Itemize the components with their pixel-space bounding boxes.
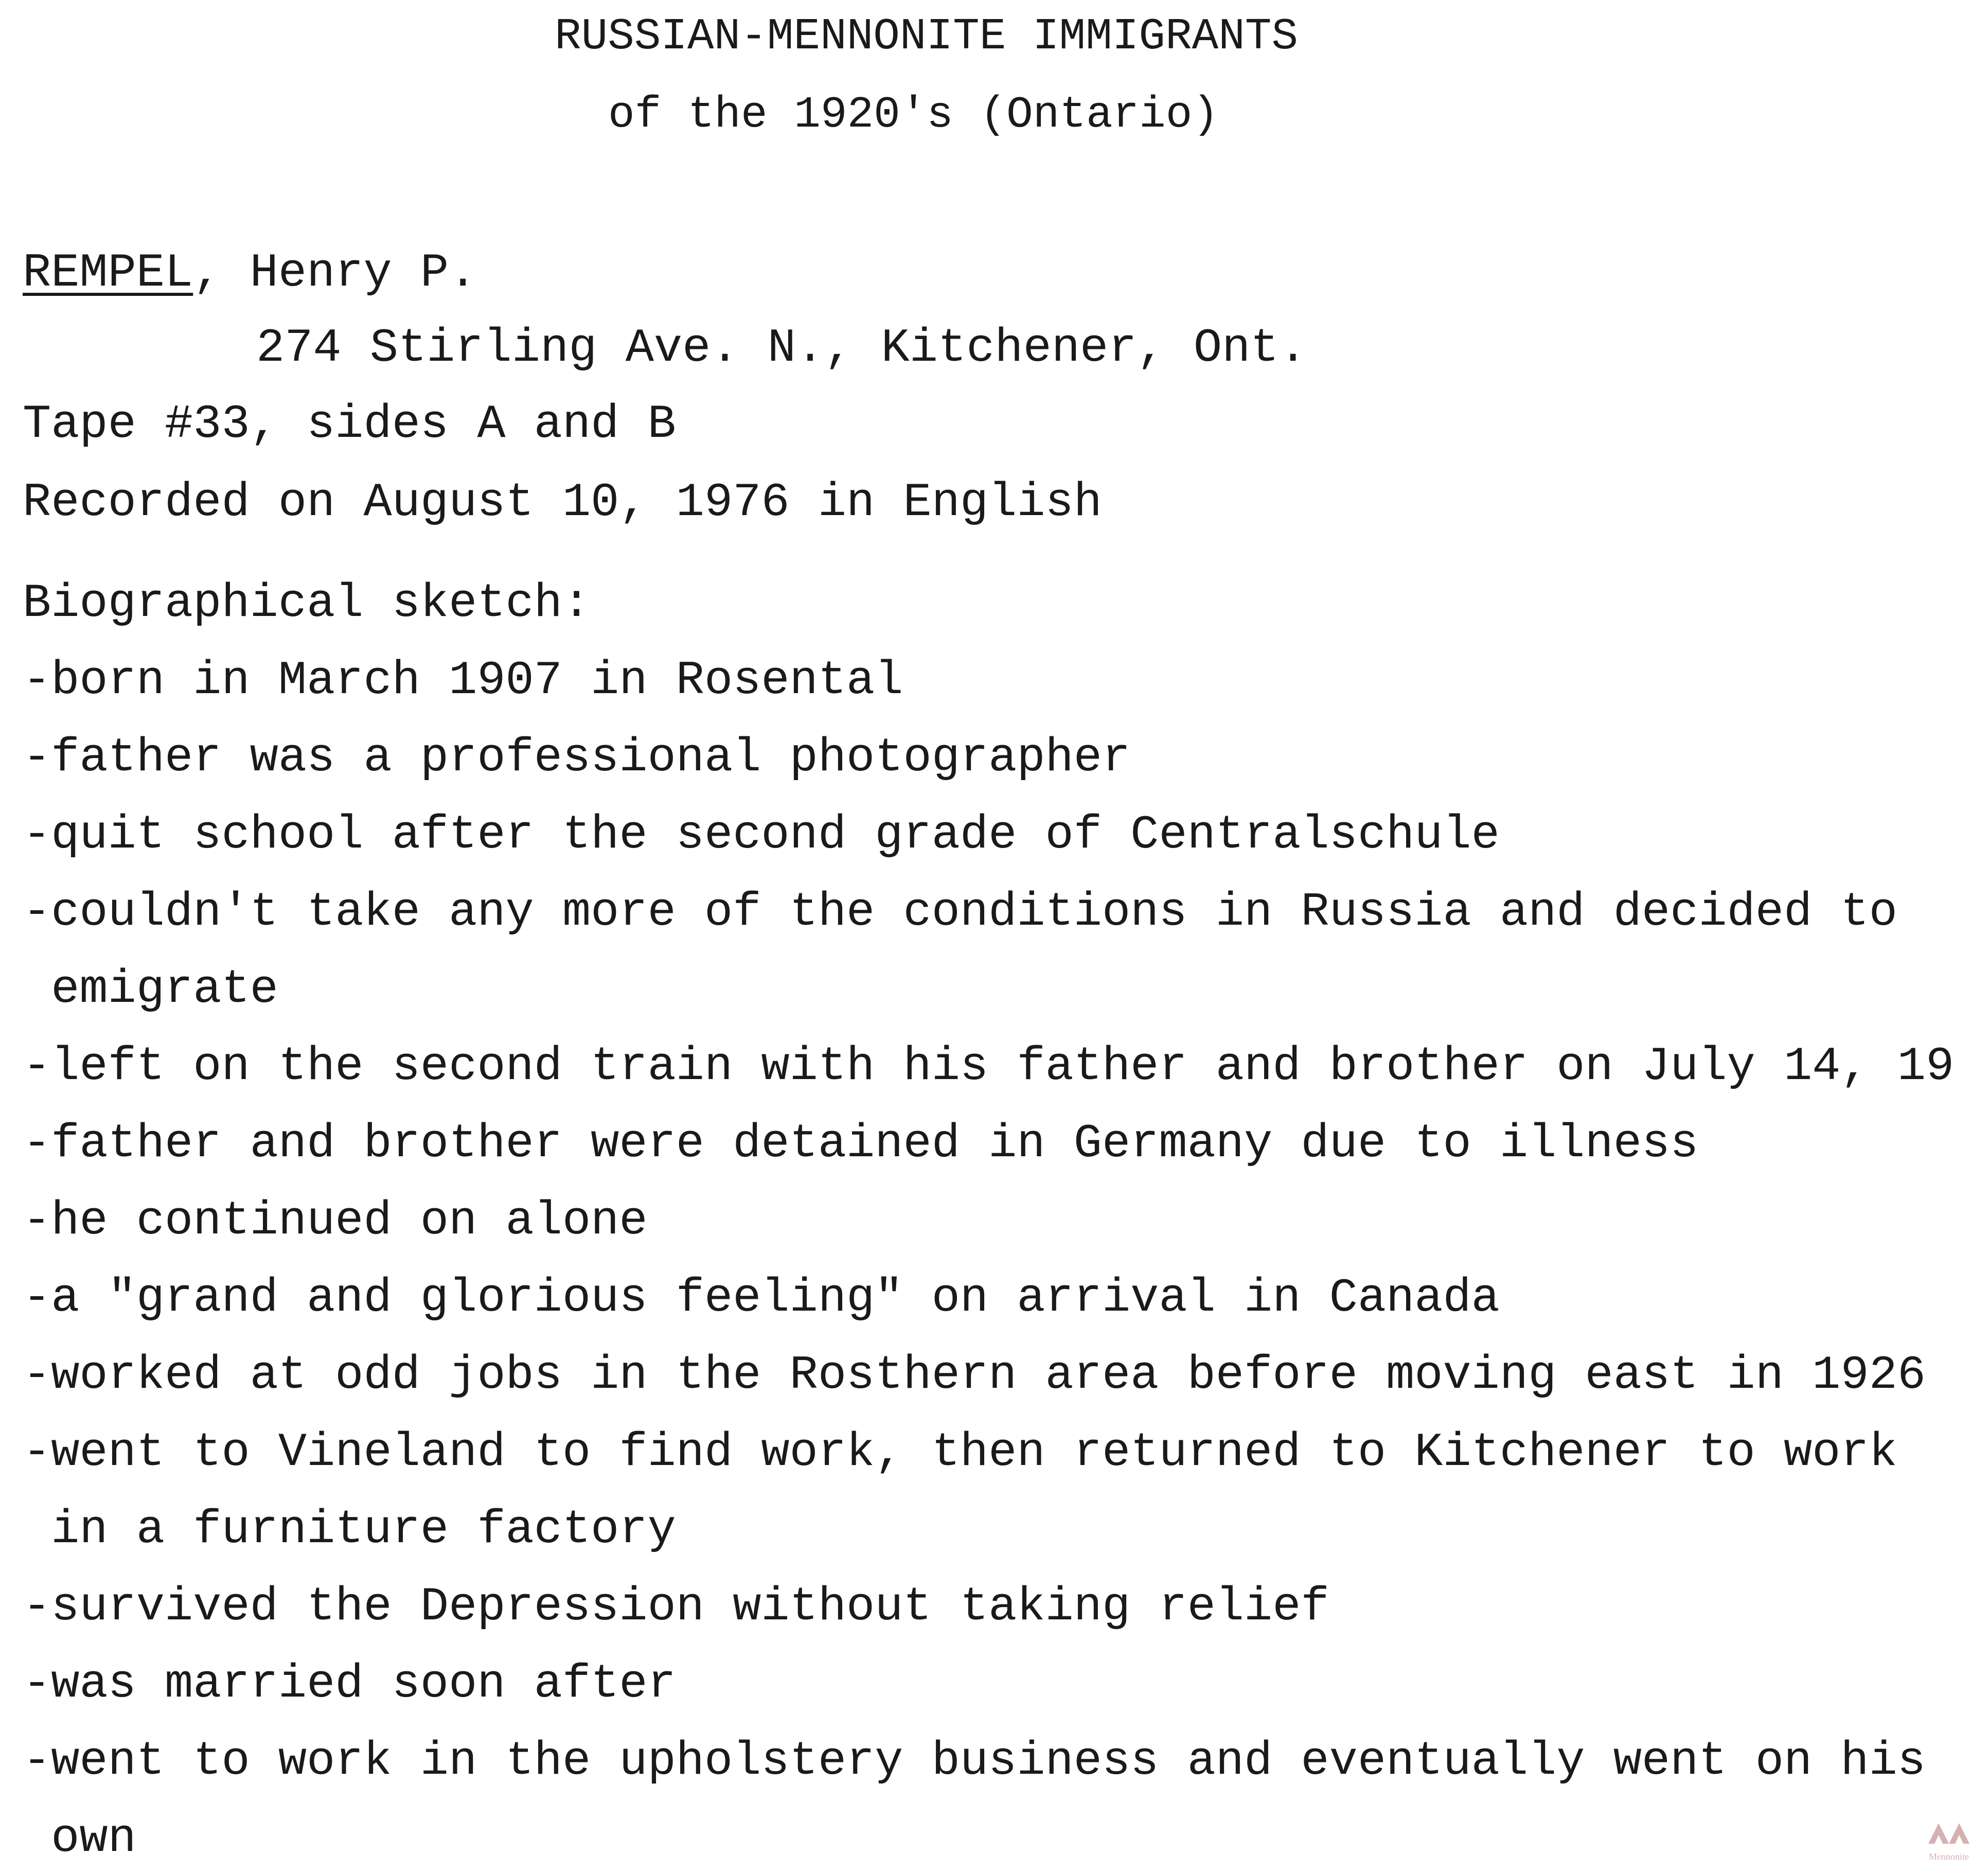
sketch-heading: Biographical sketch:: [23, 576, 591, 630]
sketch-line: -quit school after the second grade of Centralschule: [23, 808, 1500, 862]
sketch-line: -couldn't take any more of the conditions in Russia and decided to: [23, 885, 1897, 939]
sketch-line: emigrate: [23, 962, 278, 1016]
sketch-line: -went to work in the upholstery business and eventually went on his: [23, 1734, 1926, 1788]
sketch-line: -he continued on alone: [23, 1194, 648, 1248]
recording-info: Recorded on August 10, 1976 in English: [23, 475, 1102, 529]
sketch-line: in a furniture factory: [23, 1503, 676, 1557]
sketch-line: -left on the second train with his father and brother on July 14, 19: [23, 1039, 1955, 1093]
sketch-line: -survived the Depression without taking relief: [23, 1580, 1329, 1634]
sketch-line: -was married soon after: [23, 1657, 676, 1711]
tape-info: Tape #33, sides A and B: [23, 397, 676, 451]
sketch-line: own: [23, 1811, 136, 1865]
subject-surname: REMPEL: [23, 246, 193, 300]
mennonite-archive-logo: [1918, 1815, 1980, 1867]
sketch-line: -father and brother were detained in Germany due to illness: [23, 1117, 1699, 1171]
logo-mark-icon: [1928, 1823, 1969, 1844]
subject-address: 274 Stirling Ave. N., Kitchener, Ont.: [256, 321, 1307, 375]
sketch-line: -worked at odd jobs in the Rosthern area before moving east in 1926: [23, 1348, 1926, 1402]
sketch-line: -father was a professional photographer: [23, 731, 1131, 785]
subject-name: [23, 245, 477, 302]
logo-label: Mennonite: [1929, 1851, 1969, 1862]
sketch-line: -a "grand and glorious feeling" on arrival in Canada: [23, 1271, 1500, 1325]
document-title: RUSSIAN-MENNONITE IMMIGRANTS: [555, 11, 1299, 62]
sketch-line: -went to Vineland to find work, then returned to Kitchener to work: [23, 1425, 1897, 1479]
sketch-line: -born in March 1907 in Rosental: [23, 654, 903, 708]
subject-given-names: , Henry P.: [193, 246, 477, 300]
document-subtitle: of the 1920's (Ontario): [608, 90, 1219, 140]
